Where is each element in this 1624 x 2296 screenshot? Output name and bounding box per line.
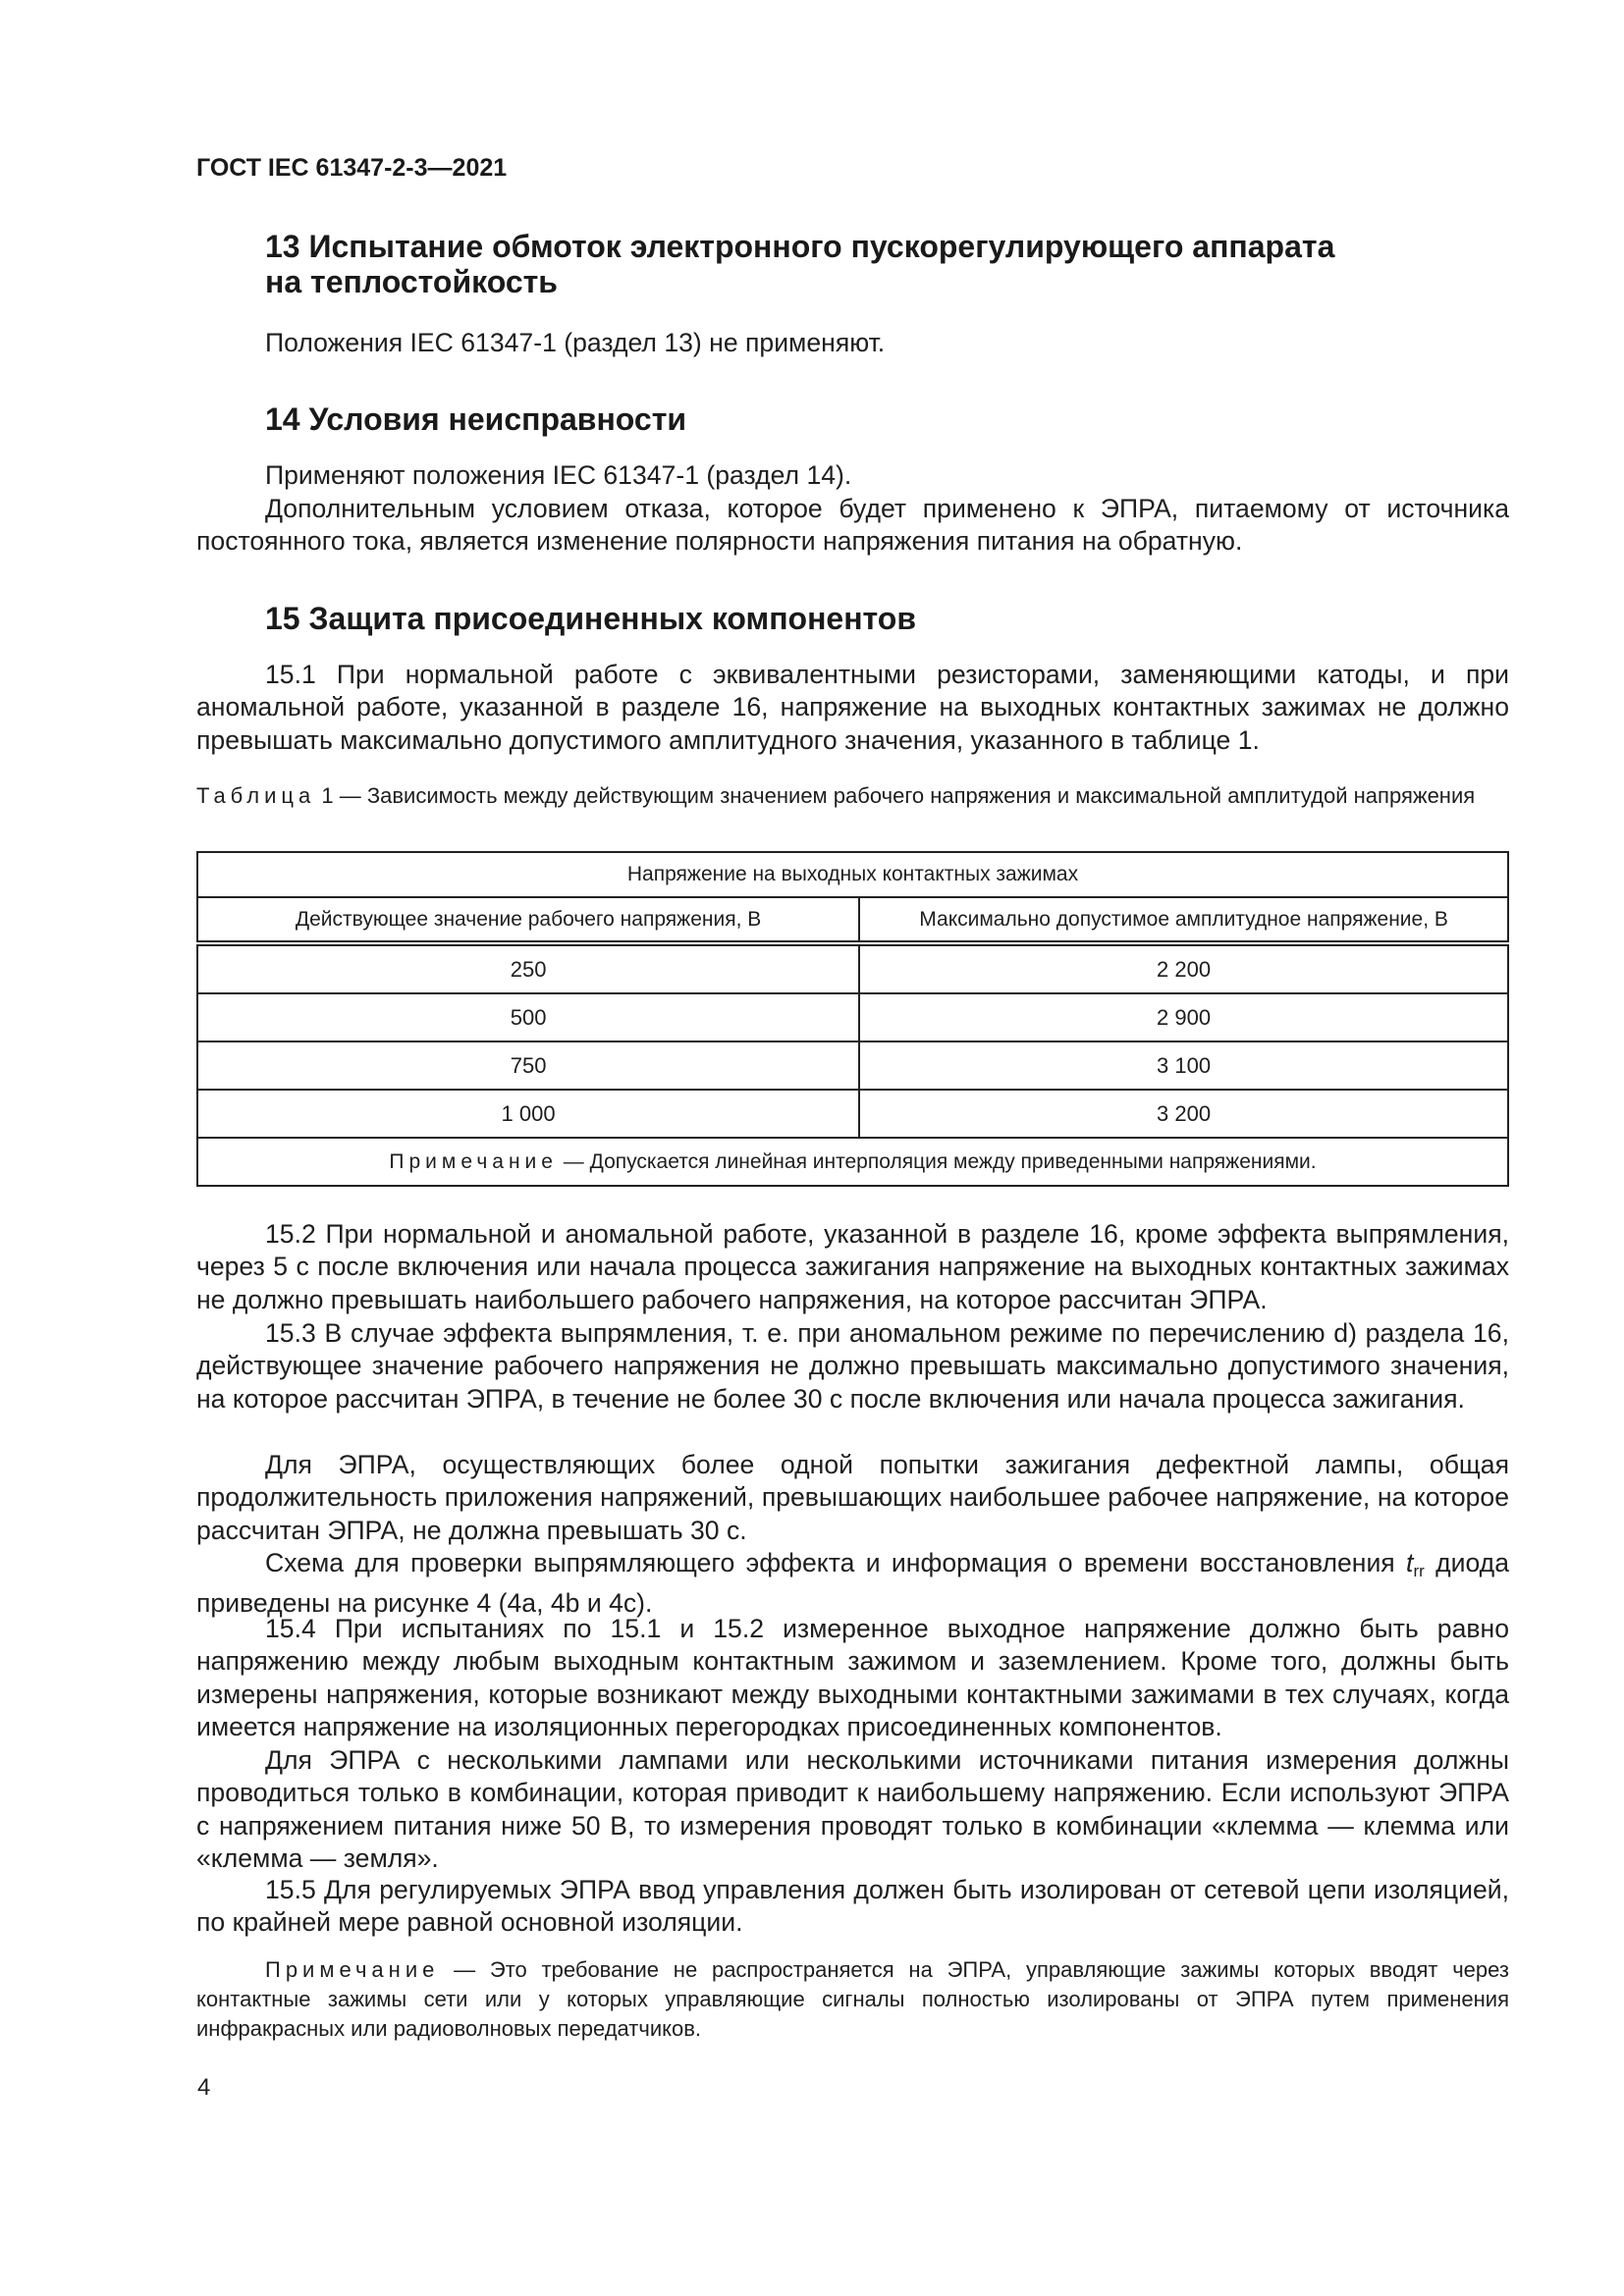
paragraph-15-3-scheme (196, 1547, 1509, 1621)
table-1-column-header-peak: Максимально допустимое амплитудное напряжение, В (859, 897, 1508, 943)
paragraph-15-2: 15.2 При нормальной и аномальной работе, указанной в разделе 16, кроме эффекта выпрямления, через 5 с после включения или начала процесса зажигания напряжение на выходных контактных зажимах не должно превышать наибольшего рабочего напряжения, на которое рассчитан ЭПРА. (196, 1219, 1509, 1314)
table-1-caption (196, 782, 1509, 809)
document-standard-code: ГОСТ IEC 61347-2-3—2021 (196, 154, 508, 182)
section-13-title (196, 229, 1578, 299)
table-row (197, 1090, 1508, 1138)
table-1-note-text: — Допускается линейная интерполяция между приведенными напряжениями. (557, 1149, 1317, 1173)
section-15-note-label: Примечание (265, 1957, 440, 1982)
paragraph-15-5: 15.5 Для регулируемых ЭПРА ввод управления должен быть изолирован от сетевой цепи изоляцией, по крайней мере равной основной изоляции. (196, 1875, 1509, 1938)
table-row (197, 1041, 1508, 1090)
section-15-note (196, 1955, 1509, 2044)
trr-symbol: t (1406, 1548, 1414, 1577)
table-cell-peak: 2 900 (859, 993, 1508, 1041)
paragraph-15-1: 15.1 При нормальной работе с эквивалентными резисторами, заменяющими катоды, и при аномальной работе, указанной в разделе 16, напряжение на выходных контактных зажимах не должно превышать максимально допустимого амплитудного значения, указанного в таблице 1. (196, 660, 1509, 755)
scheme-text-after: диода приведены на рисунке 4 (4a, 4b и 4c). (196, 1548, 1509, 1619)
table-1 (196, 851, 1509, 1187)
table-cell-peak: 2 200 (859, 943, 1508, 993)
table-cell-rms: 250 (197, 943, 859, 993)
table-1-group-header: Напряжение на выходных контактных зажимах (197, 852, 1508, 897)
table-cell-rms: 1 000 (197, 1090, 859, 1138)
page-number: 4 (197, 2074, 211, 2101)
table-cell-rms: 750 (197, 1041, 859, 1090)
section-13-title-line1: 13 Испытание обмоток электронного пускорегулирующего аппарата (265, 229, 1335, 264)
section-15-title: 15 Защита присоединенных компонентов (265, 601, 917, 636)
table-cell-peak: 3 200 (859, 1090, 1508, 1138)
table-1-note (197, 1138, 1508, 1186)
section-14-title: 14 Условия неисправности (265, 401, 687, 437)
table-1-caption-text: 1 — Зависимость между действующим значением рабочего напряжения и максимальной амплитудой напряжения (321, 783, 1476, 808)
table-cell-rms: 500 (197, 993, 859, 1041)
section-13-title-line2: на теплостойкость (265, 264, 558, 299)
section-14-paragraph-2: Дополнительным условием отказа, которое будет применено к ЭПРА, питаемому от источника постоянного тока, является изменение полярности напряжения питания на обратную. (196, 494, 1509, 557)
paragraph-15-4: 15.4 При испытаниях по 15.1 и 15.2 измеренное выходное напряжение должно быть равно напряжению между любым выходным контактным зажимом и заземлением. Кроме того, должны быть измерены напряжения, которые возникают между выходными контактными зажимами в тех случаях, когда имеется напряжение на изоляционных перегородках присоединенных компонентов. (196, 1614, 1509, 1742)
scheme-text-before: Схема для проверки выпрямляющего эффекта и информация о времени восстановления (265, 1548, 1407, 1577)
table-1-note-label: Примечание (389, 1149, 558, 1173)
table-row (197, 943, 1508, 993)
paragraph-15-3: 15.3 В случае эффекта выпрямления, т. е. при аномальном режиме по перечислению d) раздела 16, действующее значение рабочего напряжения не должно превышать максимально допустимого значения, на которое рассчитан ЭПРА, в течение не более 30 с после включения или начала процесса зажигания. (196, 1318, 1509, 1414)
paragraph-15-3-attempts: Для ЭПРА, осуществляющих более одной попытки зажигания дефектной лампы, общая продолжительность приложения напряжений, превышающих наибольшее рабочее напряжение, на которое рассчитан ЭПРА, не должна превышать 30 с. (196, 1450, 1509, 1545)
section-13-paragraph: Положения IEC 61347-1 (раздел 13) не применяют. (265, 328, 886, 357)
table-row (197, 993, 1508, 1041)
trr-subscript: rr (1413, 1562, 1425, 1580)
section-14-paragraph-1: Применяют положения IEC 61347-1 (раздел 14). (265, 460, 852, 490)
section-15-note-text: — Это требование не распространяется на ЭПРА, управляющие зажимы которых вводят через контактные зажимы сети или у которых управляющие сигналы полностью изолированы от ЭПРА путем применения инфракрасных или радиоволновых передатчиков. (196, 1957, 1509, 2041)
table-cell-peak: 3 100 (859, 1041, 1508, 1090)
table-1-column-header-rms: Действующее значение рабочего напряжения, В (197, 897, 859, 943)
paragraph-15-4-multi-lamp: Для ЭПРА с несколькими лампами или несколькими источниками питания измерения должны проводиться только в комбинации, которая приводит к наибольшему напряжению. Если используют ЭПРА с напряжением питания ниже 50 В, то измерения проводят только в комбинации «клемма — клемма или «клемма — земля». (196, 1745, 1509, 1874)
table-1-caption-label: Таблица (196, 783, 316, 808)
